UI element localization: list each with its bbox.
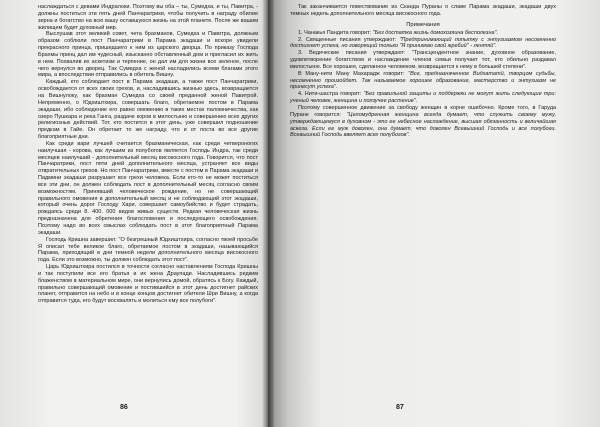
right-page-intro: Так заканчивается повествование из Сканда Пураны о славе Парама экадаши, экадаши двух темных недель дополнительного месяца високосного года. xyxy=(290,4,556,17)
note-text: В Ману-нити Ману Махарадж говорит: xyxy=(298,70,409,77)
note-item xyxy=(290,105,556,139)
left-paragraph: Как среди вари лучшей считается брахманическая, как среди четвероногих наилучшая - корова, как лучшим из полубогов является Господь Индра, так среди месяцев наилучший - дополнительный месяц високосного года. Говорится, что пост Панчаратрики, пост пяти дней дополнительного месяца, устраняет все виды отвратительных грехов. Но пост Панчаратрики, вместе с постом в Парама экадаши и Падмини экадаши разрушает все грехи человека. Если кто-то не может поститься все эти дни, он должен соблюдать пост в дополнительный месяц согласно своим возможностям. Принявший человеческое рождение, но не совершающий правильного омовения в дополнительный месяц и не соблюдающий этот экадаши, который очень дорог Господу Хари, совершает самоубийство и будет страдать, рождаясь среди 8. 400. 000 видов живых существ. Редкая человеческая жизнь предназначена для обретения благословения и последующего освобождения. Поэтому надо во всех смыслах соблюдать пост в этот благоприятный Парама экадаши. xyxy=(38,140,258,236)
right-page-text xyxy=(290,4,556,139)
left-page-number: 86 xyxy=(120,404,128,411)
note-item xyxy=(290,37,556,51)
note-text: 1. Чанакья Пандита говорит: xyxy=(298,29,373,36)
note-text: Поэтому совершенное движение за свободу женщин в корне ошибочно. Кроме того, в Гаруда Пуране говорится: xyxy=(290,104,556,118)
note-item xyxy=(290,71,556,92)
notes-list xyxy=(290,30,556,140)
note-text: 3. Ведические писания утверждают: "Трансцендентное знание, духовное образование, удовлетворение богатством и наслаждение членов семьи получает тот, кто обильно раздавал милостыню. Все хорошее, сделанное человеком, возвращается к нему в большей степени". xyxy=(290,50,556,70)
left-paragraph: наслаждаться с девами Индралоки. Поэтому вы оба – ты, Сумедха, и ты, Павитра, - должны поститься эти пять дней Панчаратрики, чтобы получить в награду обилие зерна и богатство на всю вашу оставшуюся жизнь на этой планете. После же вашим жилищем будет духовный мир. xyxy=(38,4,258,31)
right-page xyxy=(268,0,600,427)
notes-heading: Примечания xyxy=(406,21,440,28)
left-page-text xyxy=(38,4,258,305)
note-quote: "Без достатка жизнь домохозяина бесполезна". xyxy=(372,29,499,36)
left-paragraph: Каждый, кто соблюдает пост в Парама экадаши, а также пост Панчаратрики, освобождается от всех своих грехов, и, насладившись жизнью здесь, возвращается на Вишнулоку, как брахман Сумедха со своей преданной женой Павитрой. Непременно, о Юдхиштхира, совершать благо, обретаемое постом в Парама экадаши, ибо соблюдение его равно омовению в таких местах паломничества, как озеро Пушкара и река Ганга, раздаче коров в милостыню и совершению всех других религиозных действий. Тот, кто постится в этот день, уже совершил подношение предкам в Гайе. Он обретает то же награду, что и от поста во все другие благоприятные дни. xyxy=(38,79,258,141)
left-paragraph: Царь Юдхиштхира постился в точности согласно наставлениям Господа Кришны и так поступили все его братья и их жена Драупади. Насладившись редким блаженством в материальном мире, они вернулись домой, обратясь к Богу. Каждый, правильно совершающий омовение и постившийся в этот день достигнет райских планет, отправится на небо и в конце концов достигнет обители Шри Вишну, а когда отправится туда, его будут восхвалять и молиться ему все полубоги". xyxy=(38,264,258,305)
note-text: 4. Нити-шастра говорит: xyxy=(298,91,364,98)
note-item xyxy=(290,91,556,105)
right-page-number: 87 xyxy=(396,404,404,411)
note-quote: "Предпринимающий попытку с энтузиазмом несомненно достигнет успеха, но говорящий только "Я принимаю свой жребий" - лентяй". xyxy=(290,36,556,50)
note-text: 2. Священные писания утверждают: xyxy=(298,36,400,43)
note-quote: "Целомудренная женщина всегда думает, что служить своему мужу, утверждающемуся в духовном - это ее небесное наслаждение, высшая обязанность и величайшая аскеза. Если ее муж доволен, она думает, что доволен Всевышний Господь и все полубоги. Всевышний Господь ввеляет всех полубогов". xyxy=(290,111,556,139)
note-quote: "Без правильной защиты и поддержки не могут жить следующие три: ученый человек, женщина и ползучее растение". xyxy=(290,91,556,105)
note-item xyxy=(290,30,556,37)
left-paragraph: Выслушав этот великий совет, чета брахманов, Сумедха и Павитра, должным образом соблюли пост Панчаратрики в Парама экадаши и вскоре увидели прекрасного принца, пришедшего к ним из царского дворца. По приказу Господа Брахмы принц дал им чудесный, изысканно обставленный дом и пригласил их жить в нем. Похвалив их аскетизм и терпение, он дал им для жизни все зеленое, после чего вернулся во дворец. Так Сумедха с женой насладились всеми благами этого мира, а впоследствии отправились в обитель Вишну. xyxy=(38,31,258,79)
note-quote: "Все, предназначенное Видхататй, творцом судьбы, несомненно произойдет. Так называемое хорошее образование, мастерство и энтузиазм не принесут успеха". xyxy=(290,70,556,91)
left-page xyxy=(0,0,268,427)
note-item xyxy=(290,50,556,71)
left-paragraph: Господь Кришна завершил: "О безгрешный Юдхиштхира, согласно твоей просьбе Я описал тебе великое благо, обретаемое постом в экадаши, называющийся Парама, приходящий в дни темной недели дополнительного месяца високосного года. Если это возможно, ты должен соблюдать этот пост". xyxy=(38,236,258,264)
book-gutter-shadow xyxy=(262,0,274,427)
